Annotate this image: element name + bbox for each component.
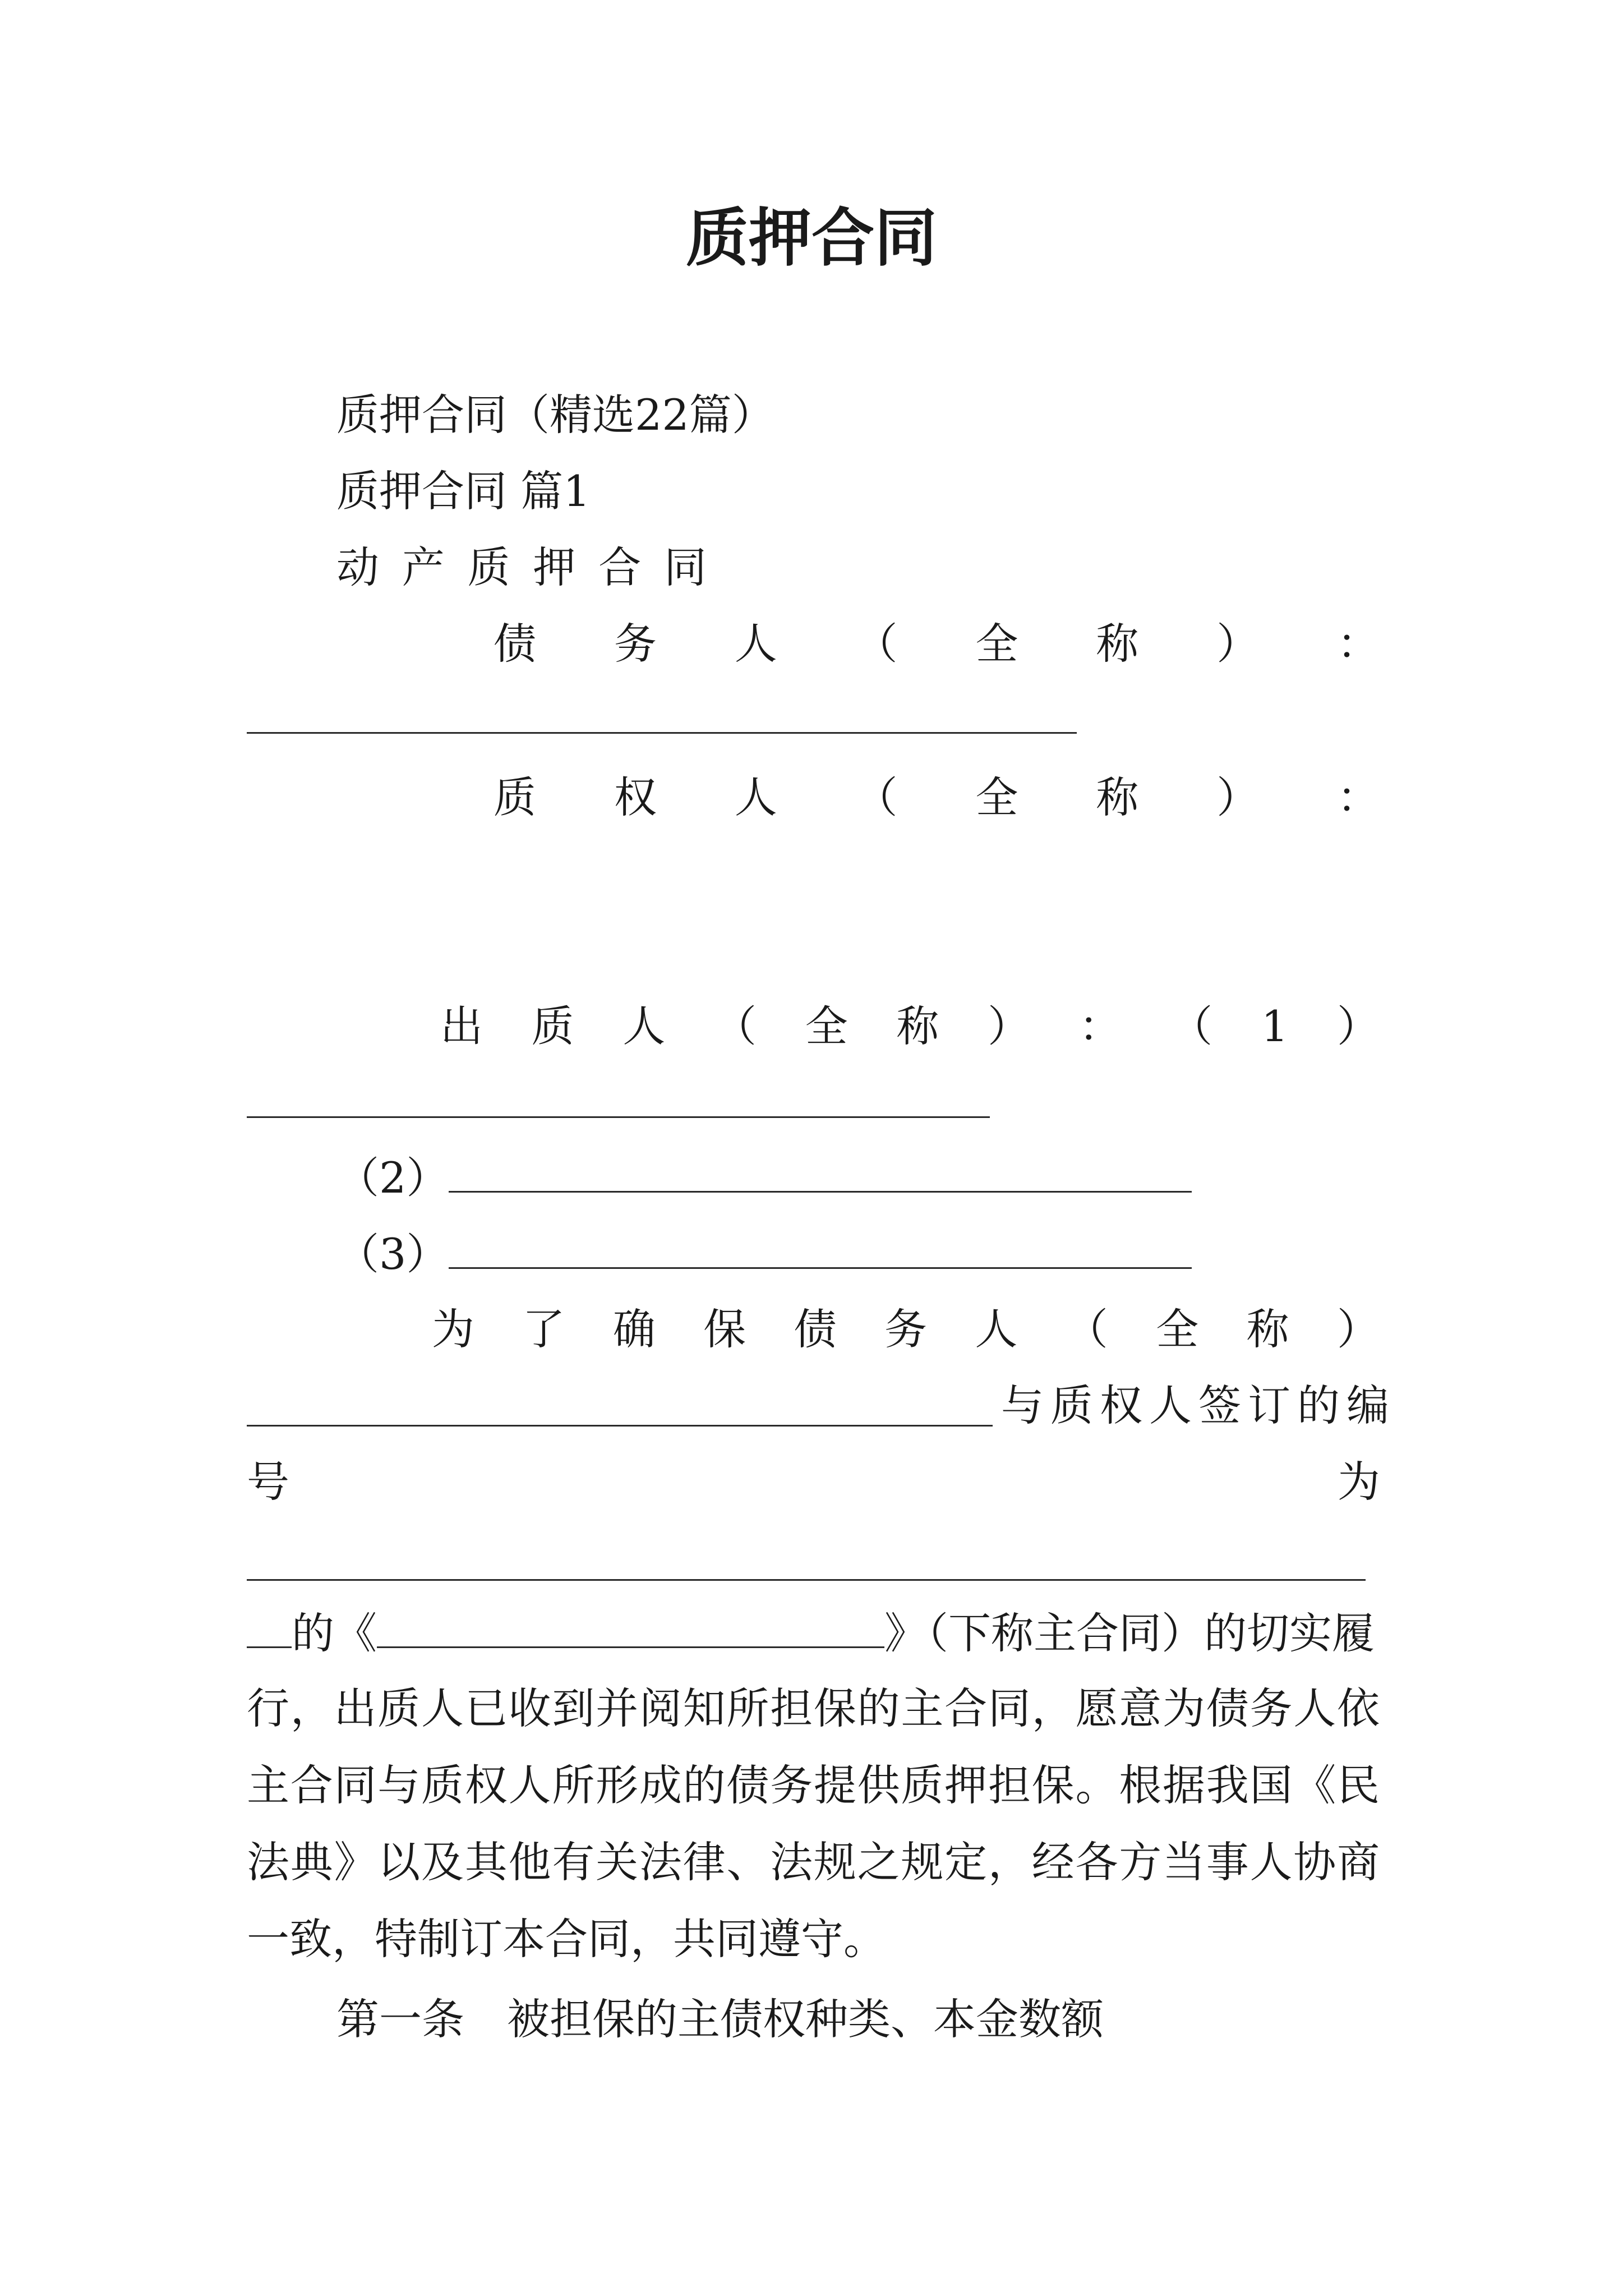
main-contract-name-blank xyxy=(377,1635,884,1648)
contract-number-blank xyxy=(247,1579,1366,1581)
purpose-line-5: 的《 》（下称主合同）的切实履 xyxy=(247,1605,1375,1662)
debtor-name-blank xyxy=(247,732,1077,734)
debtor-fullname-blank xyxy=(247,1425,993,1427)
document-title: 质押合同 xyxy=(686,201,937,275)
contract-name: 动 产 质 押 合 同 xyxy=(336,542,707,592)
contract-number-blank-end xyxy=(247,1635,292,1648)
purpose-line-3-right: 为 xyxy=(1338,1457,1380,1507)
pledgee-label: 质 权 人 （ 全 称 ） ： xyxy=(494,772,1380,822)
section-heading: 质押合同 篇1 xyxy=(336,466,591,516)
pledgor-2-blank xyxy=(449,1180,1192,1193)
pledgor-3: （3） xyxy=(336,1226,1192,1282)
pledgor-1-blank xyxy=(247,1116,990,1118)
purpose-line-1: 为 了 确 保 债 务 人 （ 全 称 ） xyxy=(432,1304,1380,1354)
article-1-heading: 第一条 被担保的主债权种类、本金数额 xyxy=(336,1994,1104,2044)
body-paragraph: 行，出质人已收到并阅知所担保的主合同，愿意为债务人依主合同与质权人所形成的债务提供质押担保。根据我国《民法典》以及其他有关法律、法规之规定，经各方当事人协商一致，特制订本合同，共同遵守。 xyxy=(247,1683,1380,1964)
pledgor-3-blank xyxy=(449,1256,1192,1269)
document-subtitle: 质押合同（精选22篇） xyxy=(336,390,774,440)
purpose-line-3-left: 号 xyxy=(247,1457,289,1507)
debtor-label: 债 务 人 （ 全 称 ） ： xyxy=(494,619,1380,669)
pledgor-2: （2） xyxy=(336,1150,1192,1206)
pledgor-label: 出 质 人 （ 全 称 ） ： （ 1 ） xyxy=(440,1001,1380,1051)
purpose-line-2-suffix: 与质权人签订的编 xyxy=(1001,1381,1396,1430)
